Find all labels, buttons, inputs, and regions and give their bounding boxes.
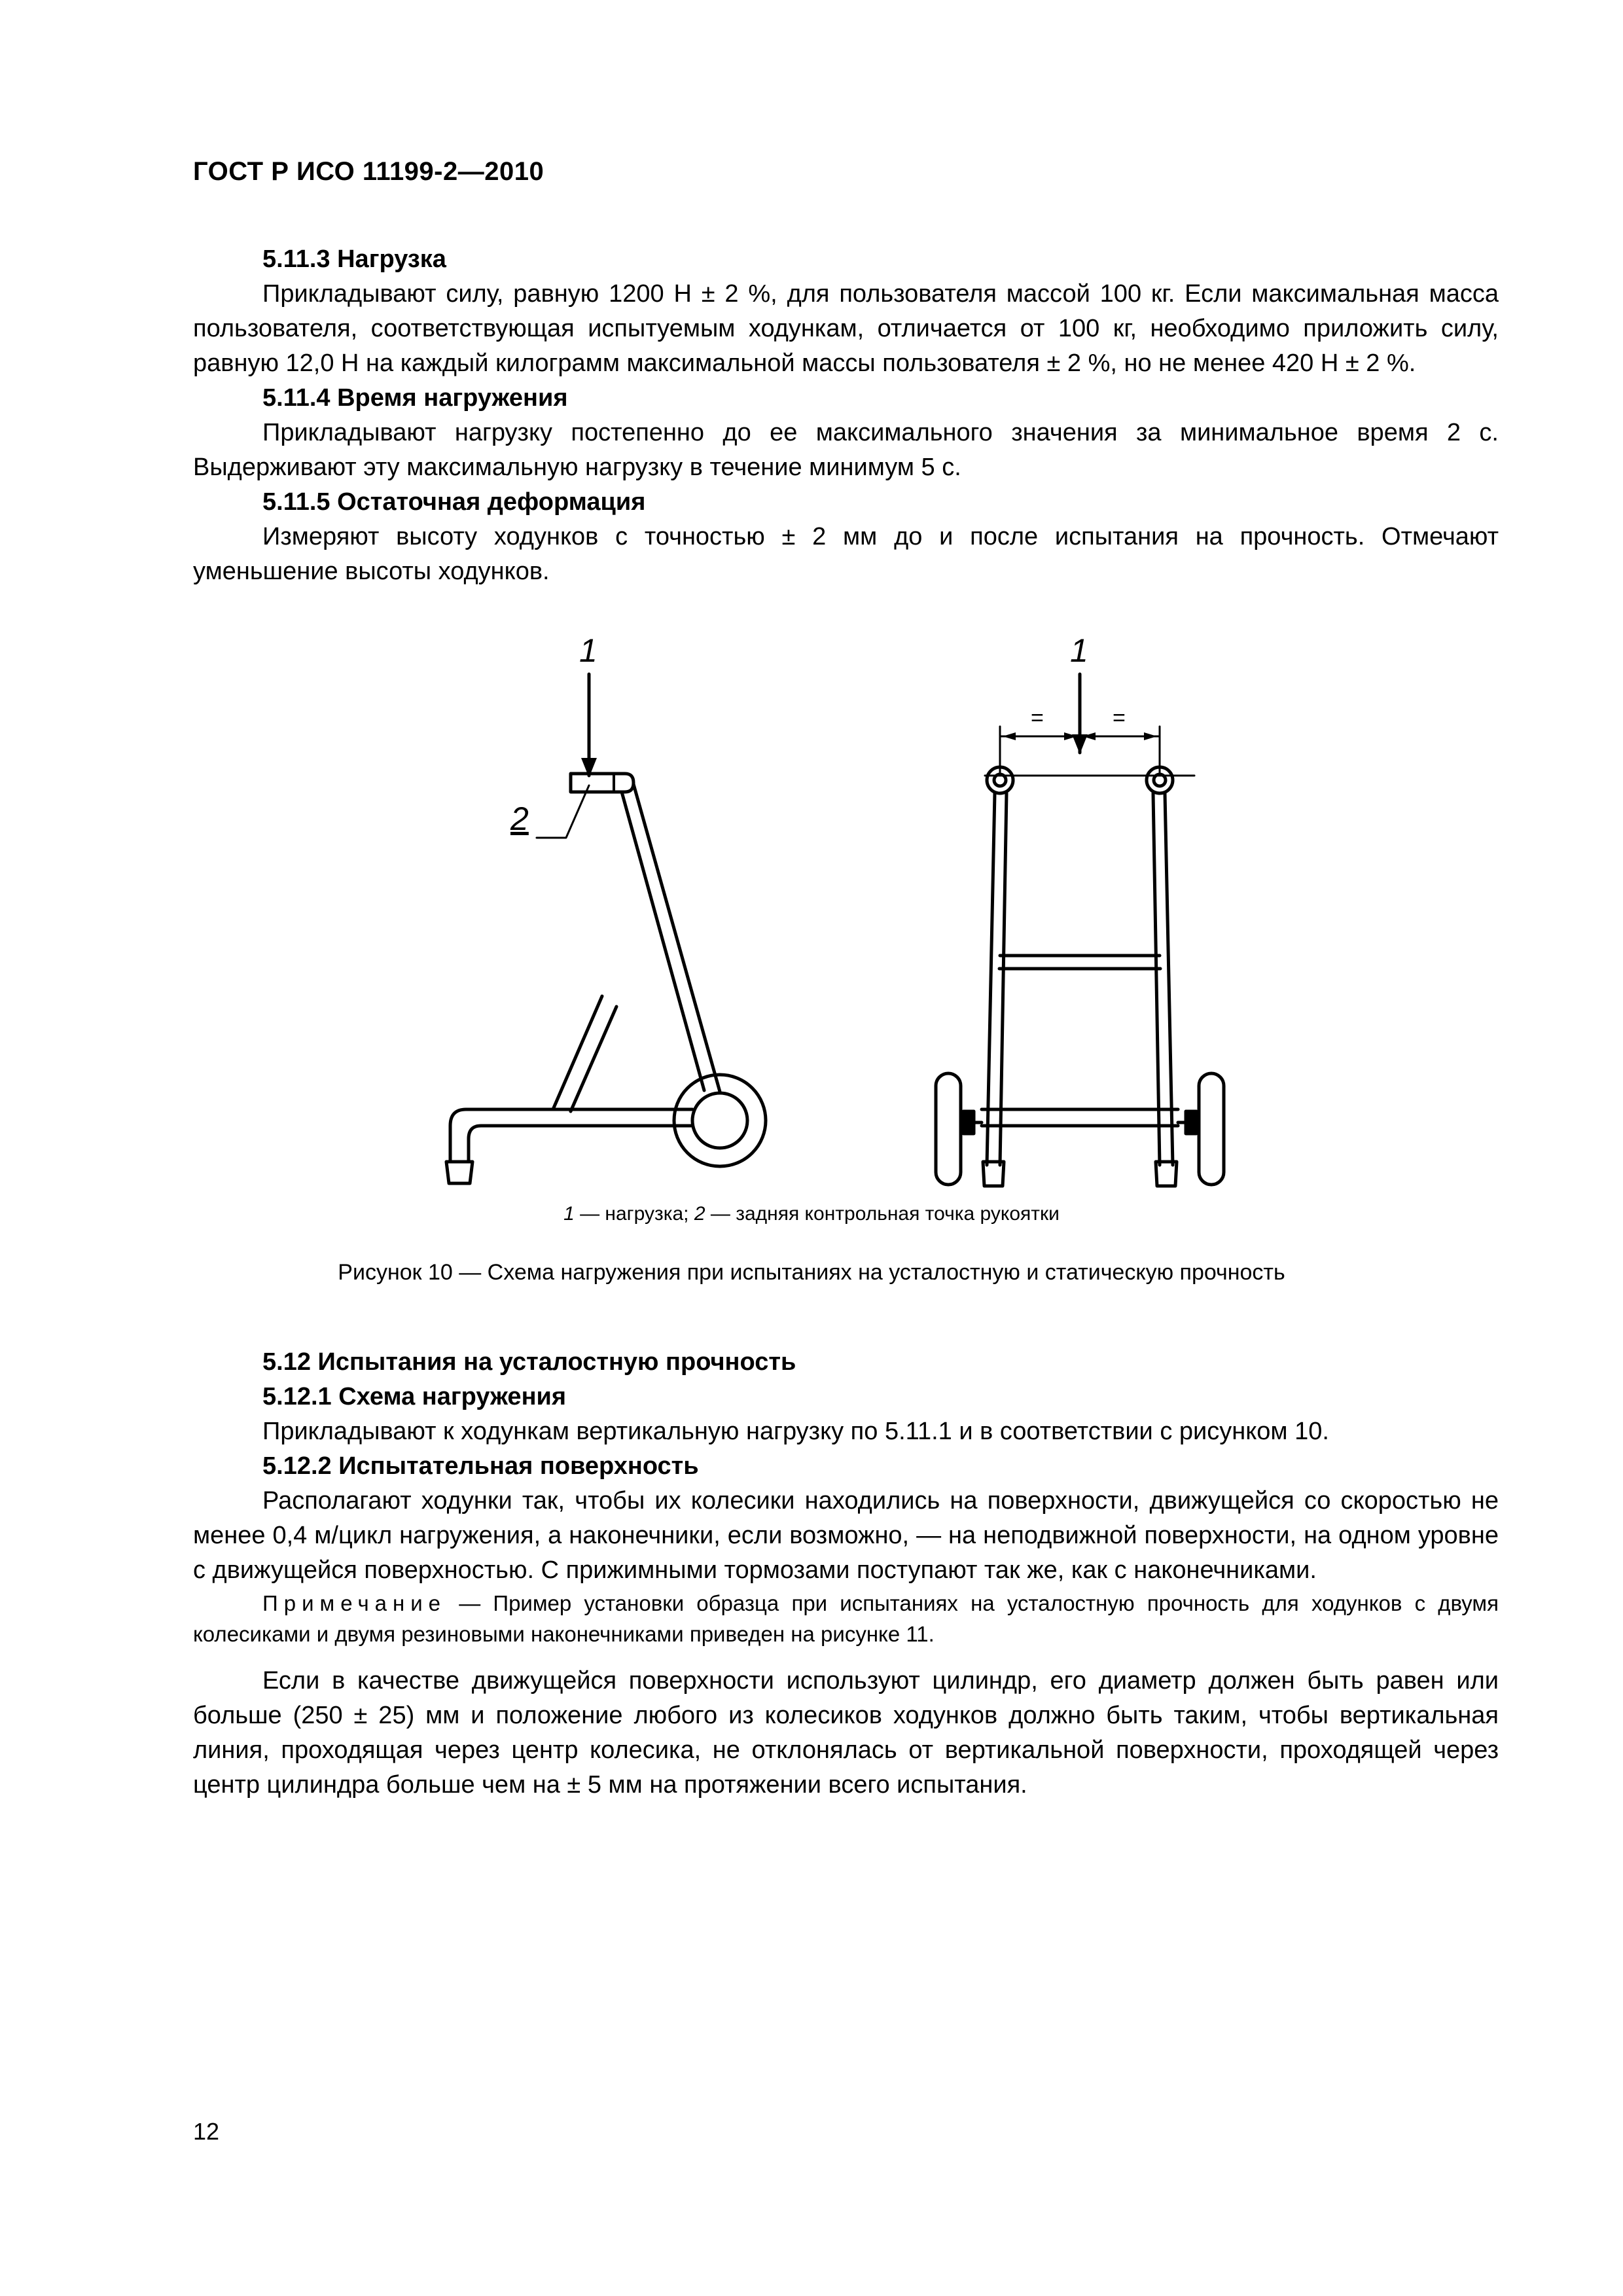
page-number: 12 — [193, 2118, 220, 2145]
section-lower — [193, 1345, 1499, 1803]
paragraph-5-11-3: Прикладывают силу, равную 1200 Н ± 2 %, для пользователя массой 100 кг. Если максимальная масса пользователя, соответствующая испытуемым ходункам, отличается от 100 кг, необходимо приложить силу, равную 12,0 Н на каждый килограмм максимальной массы пользователя ± 2 %, но не менее 420 Н ± 2 %. — [193, 280, 1499, 377]
figure-label-2: 2 — [510, 800, 529, 837]
walker-side-view — [446, 674, 766, 1183]
figure-caption: Рисунок 10 — Схема нагружения при испытаниях на усталостную и статическую прочность — [338, 1260, 1285, 1285]
heading-5-11-5: 5.11.5 Остаточная деформация — [262, 488, 646, 516]
legend-num-2: 2 — [694, 1203, 705, 1225]
note-text: — Пример установки образца при испытаниях на усталостную прочность для ходунков с двумя колесиками и двумя резиновыми наконечниками приведен на рисунке 11. — [193, 1591, 1499, 1646]
heading-5-12-1: 5.12.1 Схема нагружения — [262, 1383, 567, 1410]
paragraph-5-11-5: Измеряют высоту ходунков с точностью ± 2 мм до и после испытания на прочность. Отмечают уменьшение высоты ходунков. — [193, 523, 1499, 585]
dimension-equal-left: = — [1031, 706, 1044, 730]
legend-num-1: 1 — [563, 1203, 575, 1225]
legend-text-2: — задняя контрольная точка рукоятки — [705, 1203, 1060, 1225]
paragraph-5-12-2: Располагают ходунки так, чтобы их колесики находились на поверхности, движущейся со скоростью не менее 0,4 м/цикл нагружения, а наконечники, если возможно, — на неподвижной поверхности, на одном уровне с движущейся поверхностью. С прижимными тормозами поступают так же, как с наконечниками. — [193, 1487, 1499, 1584]
note-label: Примечание — [262, 1591, 447, 1615]
figure-label-1-right: 1 — [1070, 632, 1088, 669]
paragraph-5-12-1: Прикладывают к ходункам вертикальную нагрузку по 5.11.1 и в соответствии с рисунком 10. — [262, 1418, 1329, 1445]
heading-5-11-4: 5.11.4 Время нагружения — [262, 384, 568, 412]
walker-front-view — [936, 674, 1224, 1186]
dimension-equal-right: = — [1113, 706, 1126, 730]
figure-label-1-left: 1 — [579, 632, 597, 669]
note-paragraph — [193, 1588, 1499, 1649]
figure-10-drawing — [432, 628, 1283, 1204]
heading-5-11-3: 5.11.3 Нагрузка — [262, 245, 446, 273]
paragraph-5-12-2-cylinder: Если в качестве движущейся поверхности используют цилиндр, его диаметр должен быть равен или больше (250 ± 25) мм и положение любого из колесиков ходунков должно быть таким, чтобы вертикальная линия, проходящая через центр колесика, не отклонялась от вертикальной поверхности, проходящей через центр цилиндра больше чем на ± 5 мм на протяжении всего испытания. — [193, 1667, 1499, 1799]
heading-5-12: 5.12 Испытания на усталостную прочность — [262, 1348, 796, 1376]
figure-10 — [432, 628, 1283, 1204]
document-header: ГОСТ Р ИСО 11199-2—2010 — [193, 157, 544, 186]
paragraph-5-11-4: Прикладывают нагрузку постепенно до ее максимального значения за минимальное время 2 с. Выдерживают эту максимальную нагрузку в течение минимум 5 с. — [193, 419, 1499, 481]
figure-legend — [0, 1203, 1623, 1225]
section-upper — [193, 242, 1499, 589]
heading-5-12-2: 5.12.2 Испытательная поверхность — [262, 1452, 699, 1480]
legend-text-1: — нагрузка; — [574, 1203, 694, 1225]
